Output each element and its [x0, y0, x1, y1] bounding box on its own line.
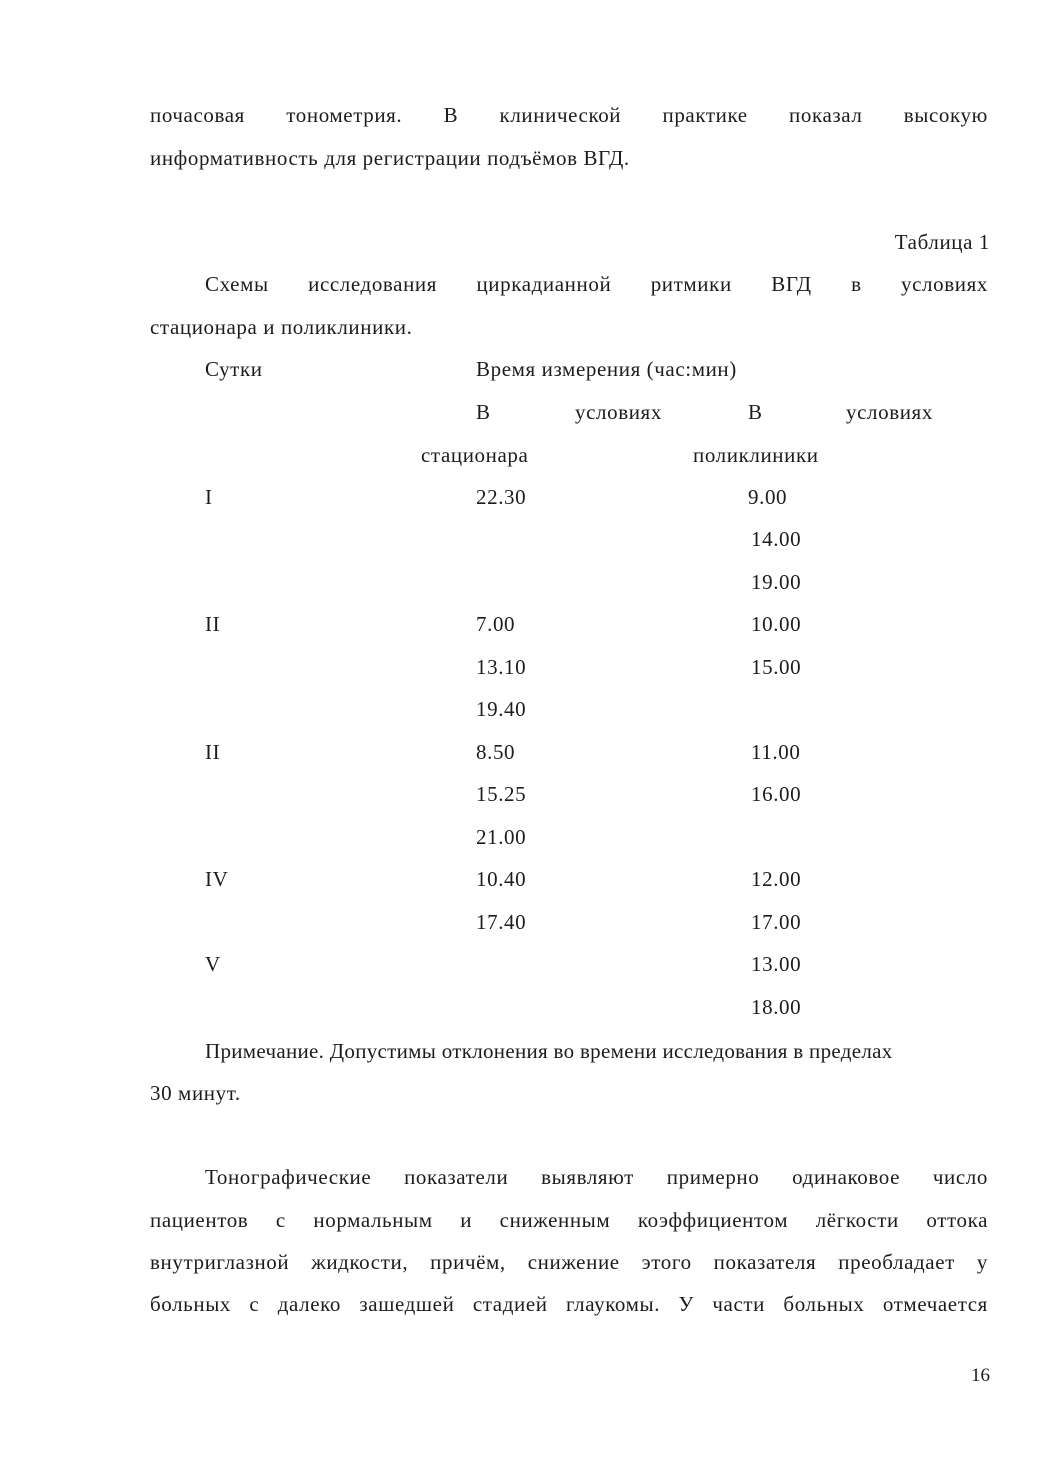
clinic-time: 17.00 — [751, 910, 802, 934]
word: Схемы — [205, 272, 269, 296]
word: пациентов — [150, 1208, 249, 1232]
word: лёгкости — [815, 1208, 899, 1232]
body-line-2 — [150, 1207, 988, 1233]
word: сниженным — [499, 1208, 611, 1232]
hospital-time: 15.25 — [476, 782, 527, 806]
hospital-time: 13.10 — [476, 655, 527, 679]
word: в — [851, 272, 862, 296]
note-line-1: Примечание. Допустимы отклонения во времени исследования в пределах — [205, 1039, 893, 1063]
word: далеко — [277, 1292, 341, 1316]
clinic-time: 9.00 — [748, 485, 788, 509]
word: одинаковое — [792, 1165, 901, 1189]
clinic-time: 13.00 — [751, 952, 802, 976]
word: условиях — [901, 272, 988, 296]
table-title-line-1 — [205, 271, 988, 297]
header-day: Сутки — [205, 357, 263, 381]
word: глаукомы. — [566, 1292, 661, 1316]
word: и — [460, 1208, 473, 1232]
day-label-4: IV — [205, 867, 229, 891]
sub-clinic-word-2: условиях — [846, 400, 933, 424]
word: больных — [150, 1292, 232, 1316]
word: снижение — [527, 1250, 620, 1274]
hospital-time: 8.50 — [476, 740, 516, 764]
clinic-time: 19.00 — [751, 570, 802, 594]
table-number: Таблица 1 — [894, 230, 990, 254]
word: показатели — [404, 1165, 509, 1189]
word: показателя — [713, 1250, 817, 1274]
page-number: 16 — [971, 1365, 990, 1386]
clinic-time: 18.00 — [751, 995, 802, 1019]
day-label-2: II — [205, 612, 221, 636]
clinic-time: 11.00 — [751, 740, 801, 764]
word: исследования — [308, 272, 438, 296]
word: нормальным — [313, 1208, 433, 1232]
word: этого — [641, 1250, 692, 1274]
word: показал — [789, 103, 863, 127]
hospital-time: 19.40 — [476, 697, 527, 721]
day-label-1: I — [205, 485, 213, 509]
word: причём, — [430, 1250, 506, 1274]
day-label-5: V — [205, 952, 221, 976]
word: с — [249, 1292, 260, 1316]
word: практике — [662, 103, 748, 127]
header-time: Время измерения (час:мин) — [476, 357, 737, 381]
note-line-2: 30 минут. — [150, 1081, 241, 1105]
word: больных — [783, 1292, 865, 1316]
table-title-line-2: стационара и поликлиники. — [150, 315, 413, 339]
word: примерно — [666, 1165, 760, 1189]
word: выявляют — [541, 1165, 634, 1189]
word: Тонографические — [205, 1165, 372, 1189]
clinic-time: 12.00 — [751, 867, 802, 891]
word: оттока — [926, 1208, 988, 1232]
word: циркадианной — [476, 272, 612, 296]
clinic-time: 16.00 — [751, 782, 802, 806]
intro-line-1 — [150, 102, 988, 128]
clinic-time: 14.00 — [751, 527, 802, 551]
word: внутриглазной — [150, 1250, 290, 1274]
sub-hospital-line-2: стационара — [421, 443, 529, 467]
day-label-3: II — [205, 740, 221, 764]
word: части — [712, 1292, 765, 1316]
word: У — [678, 1292, 694, 1316]
clinic-time: 10.00 — [751, 612, 802, 636]
body-line-1 — [205, 1164, 988, 1190]
hospital-time: 10.40 — [476, 867, 527, 891]
body-line-4 — [150, 1291, 988, 1317]
word: жидкости, — [311, 1250, 409, 1274]
hospital-time: 17.40 — [476, 910, 527, 934]
sub-hospital-word-1: В — [476, 400, 491, 424]
hospital-time: 7.00 — [476, 612, 516, 636]
sub-hospital-word-2: условиях — [575, 400, 662, 424]
sub-clinic-word-1: В — [748, 400, 763, 424]
hospital-time: 22.30 — [476, 485, 527, 509]
intro-line-2: информативность для регистрации подъёмов ВГД. — [150, 146, 630, 170]
word: число — [932, 1165, 988, 1189]
body-line-3 — [150, 1249, 988, 1275]
word: высокую — [903, 103, 988, 127]
sub-clinic-line-2: поликлиники — [693, 443, 819, 467]
word: с — [275, 1208, 286, 1232]
word: у — [976, 1250, 988, 1274]
word: В — [443, 103, 459, 127]
word: клинической — [499, 103, 622, 127]
word: ритмики — [650, 272, 732, 296]
word: стадией — [472, 1292, 548, 1316]
word: тонометрия. — [286, 103, 403, 127]
hospital-time: 21.00 — [476, 825, 527, 849]
word: отмечается — [882, 1292, 988, 1316]
word: почасовая — [150, 103, 245, 127]
word: зашедшей — [359, 1292, 455, 1316]
word: ВГД — [771, 272, 812, 296]
clinic-time: 15.00 — [751, 655, 802, 679]
word: преобладает — [838, 1250, 955, 1274]
word: коэффициентом — [637, 1208, 789, 1232]
